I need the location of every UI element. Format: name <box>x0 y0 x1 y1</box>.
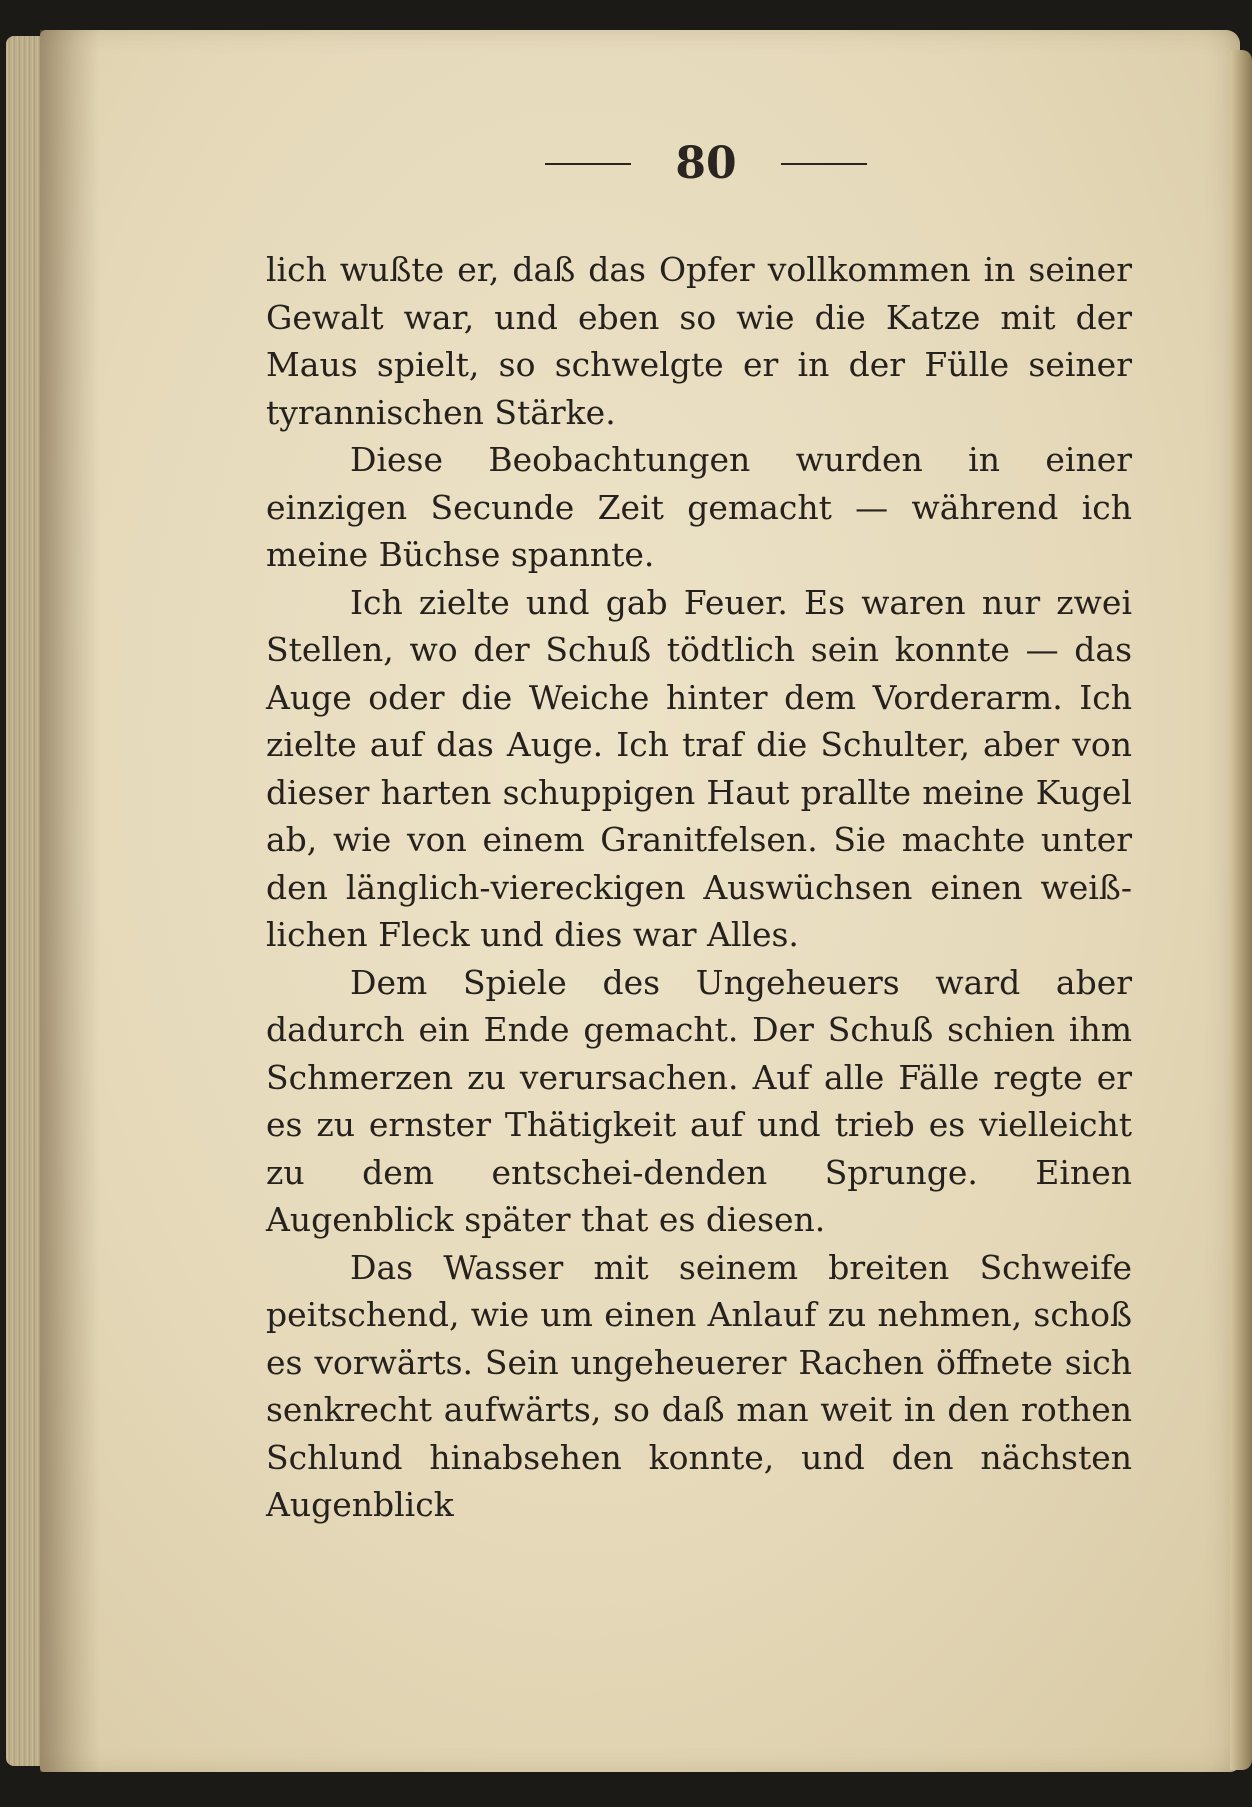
paragraph-2: Diese Beobachtungen wurden in einer einzigen Secunde Zeit gemacht — während ich meine Büchse spannte. <box>266 440 1132 574</box>
paragraph-1: lich wußte er, daß das Opfer vollkommen in seiner Gewalt war, und eben so wie die Katze mit der Maus spielt, so schwelgte er in der Fülle seiner tyrannischen Stärke. <box>266 250 1132 432</box>
paragraph-4: Dem Spiele des Ungeheuers ward aber dadurch ein Ende gemacht. Der Schuß schien ihm Schmerzen zu verursachen. Auf alle Fälle regte er es zu ernster Thätigkeit auf und trieb es vielleicht zu dem entschei-denden Sprunge. Einen Augenblick später that es diesen. <box>266 962 1132 1239</box>
page-header <box>0 138 1252 198</box>
right-page-edge <box>1230 50 1252 1770</box>
paragraph-3: Ich zielte und gab Feuer. Es waren nur zwei Stellen, wo der Schuß tödtlich sein konnte — das Auge oder die Weiche hinter dem Vorderarm. Ich zielte auf das Auge. Ich traf die Schulter, aber von dieser harten schuppigen Haut prallte meine Kugel ab, wie von einem Granitfelsen. Sie machte unter den länglich-viereckigen Auswüchsen einen weiß-lichen Fleck und dies war Alles. <box>266 582 1132 954</box>
body-text <box>266 246 1132 1529</box>
header-rule-right <box>781 163 867 165</box>
paragraph-5: Das Wasser mit seinem breiten Schweife peitschend, wie um einen Anlauf zu nehmen, schoß es vorwärts. Sein ungeheuerer Rachen öffnete sich senkrecht aufwärts, so daß man weit in den rothen Schlund hinabsehen konnte, und den nächsten Augenblick <box>266 1247 1132 1524</box>
page-number: 80 <box>675 138 737 189</box>
header-rule-left <box>545 163 631 165</box>
